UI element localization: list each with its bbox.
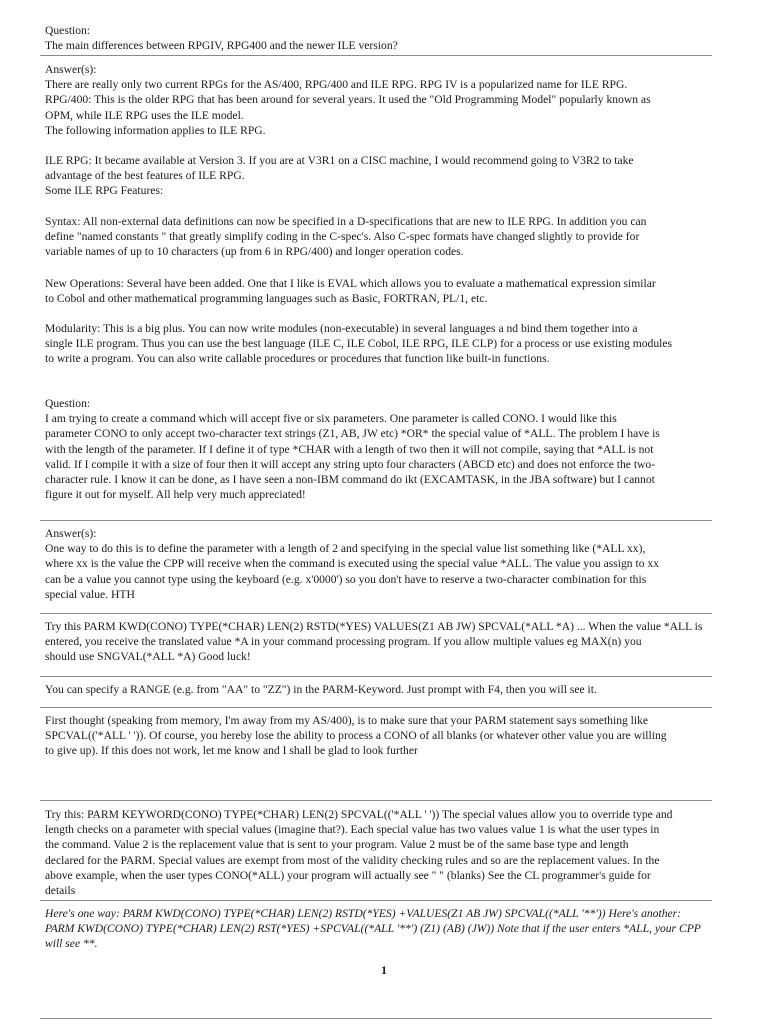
question-2 bbox=[45, 396, 717, 502]
answer-text: to write a program. You can also write callable procedures or procedures that function like built-in functions. bbox=[45, 352, 550, 366]
answer-text: Syntax: All non-external data definitions can now be specified in a D-specifications that are new to ILE RPG. In addition you can bbox=[45, 215, 647, 228]
answer-text: to Cobol and other mathematical programming languages such as Basic, FORTRAN, PL/1, etc. bbox=[45, 292, 488, 306]
answer-2 bbox=[45, 526, 717, 602]
reply-text: First thought (speaking from memory, I'm away from my AS/400), is to make sure that your PARM statement says something like bbox=[45, 714, 649, 727]
question-label: Question: bbox=[45, 24, 91, 37]
answer-text: The following information applies to ILE RPG. bbox=[45, 123, 266, 137]
reply-text: Here's one way: PARM KWD(CONO) TYPE(*CHAR) LEN(2) RSTD(*YES) +VALUES(Z1 AB JW) SPCVAL((*ALL '**')) Here's another: bbox=[45, 907, 682, 920]
question-text: parameter CONO to only accept two-character text strings (Z1, AB, JW etc) *OR* the special value of *ALL. The problem I have is bbox=[45, 427, 660, 441]
reply-text: Try this: PARM KEYWORD(CONO) TYPE(*CHAR) LEN(2) SPCVAL(('*ALL ' ')) The special values allow you to override type and bbox=[45, 808, 673, 821]
divider bbox=[40, 800, 712, 801]
answer-1 bbox=[45, 62, 717, 138]
answer-text: New Operations: Several have been added. One that I like is EVAL which allows you to evaluate a mathematical expression similar bbox=[45, 277, 656, 290]
page-number: 1 bbox=[381, 963, 387, 977]
reply-text: the command. Value 2 is the replacement value that is sent to your program. Value 2 must be of the same base type and length bbox=[45, 838, 629, 852]
divider bbox=[40, 900, 712, 901]
answer-label: Answer(s): bbox=[45, 63, 97, 76]
answer-text: Modularity: This is a big plus. You can now write modules (non-executable) in several languages a nd bind them together into a bbox=[45, 322, 638, 335]
question-text: The main differences between RPGIV, RPG400 and the newer ILE version? bbox=[45, 39, 398, 53]
answer-1-paragraph-2 bbox=[45, 153, 717, 199]
answer-1-paragraph-3 bbox=[45, 214, 717, 260]
answer-text: where xx is the value the CPP will receive when the command is executed using the special value *ALL. The value you assign to xx bbox=[45, 557, 659, 571]
answer-text: special value. HTH bbox=[45, 587, 135, 601]
answer-text: RPG/400: This is the older RPG that has been around for several years. It used the "Old Programming Model" popularly known as bbox=[45, 93, 651, 107]
footer-divider bbox=[40, 1018, 712, 1019]
reply-text: You can specify a RANGE (e.g. from "AA" to "ZZ") in the PARM-Keyword. Just prompt with F4, then you will see it. bbox=[45, 683, 597, 696]
answer-text: variable names of up to 10 characters (up from 6 in RPG/400) and longer operation codes. bbox=[45, 245, 464, 259]
divider bbox=[40, 613, 712, 614]
reply-text: PARM KWD(CONO) TYPE(*CHAR) LEN(2) RST(*YES) +SPCVAL((*ALL '**') (Z1) (AB) (JW)) Note that if the user enters *ALL, your CPP bbox=[45, 922, 701, 936]
answer-text: can be a value you cannot type using the keyboard (e.g. x'0000') so you don't have to reserve a two-character combination for this bbox=[45, 572, 647, 586]
reply-4 bbox=[45, 807, 717, 898]
reply-3 bbox=[45, 713, 717, 759]
answer-text: advantage of the best features of ILE RPG. bbox=[45, 169, 245, 183]
reply-text: should use SNGVAL(*ALL *A) Good luck! bbox=[45, 650, 251, 664]
question-text: valid. If I compile it with a size of four then it will accept any string upto four characters (ABCD etc) and does not enforce the two- bbox=[45, 457, 656, 471]
reply-text: to give up). If this does not work, let me know and I shall be glad to look further bbox=[45, 744, 418, 758]
question-1 bbox=[45, 23, 717, 53]
reply-2 bbox=[45, 682, 717, 697]
reply-5 bbox=[45, 906, 717, 952]
reply-text: will see **. bbox=[45, 937, 98, 951]
answer-text: One way to do this is to define the parameter with a length of 2 and specifying in the special value list something like (*ALL xx), bbox=[45, 542, 646, 556]
reply-text: details bbox=[45, 884, 76, 898]
question-text: with the length of the parameter. If I define it of type *CHAR with a length of two then it will not compile, saying that *ALL is not bbox=[45, 442, 654, 456]
divider bbox=[40, 707, 712, 708]
reply-text: above example, when the user types CONO(*ALL) your program will actually see " " (blanks) See the CL programmer's guide for bbox=[45, 868, 651, 882]
question-text: I am trying to create a command which will accept five or six parameters. One parameter is called CONO. I would like this bbox=[45, 412, 617, 426]
answer-1-paragraph-4 bbox=[45, 276, 717, 306]
reply-text: Try this PARM KWD(CONO) TYPE(*CHAR) LEN(2) RSTD(*YES) VALUES(Z1 AB JW) SPCVAL(*ALL *A) ... When the value *ALL is bbox=[45, 620, 703, 633]
answer-label: Answer(s): bbox=[45, 527, 97, 540]
answer-text: OPM, while ILE RPG uses the ILE model. bbox=[45, 108, 244, 122]
reply-1 bbox=[45, 619, 717, 665]
question-text: character rule. I know it can be done, as I have seen a non-IBM command do ikt (EXCAMTASK, in the JBA software) but I cannot bbox=[45, 473, 655, 487]
answer-text: Some ILE RPG Features: bbox=[45, 184, 164, 198]
question-text: figure it out for myself. All help very much appreciated! bbox=[45, 488, 306, 502]
divider bbox=[40, 520, 712, 521]
answer-text: There are really only two current RPGs for the AS/400, RPG/400 and ILE RPG. RPG IV is a popularized name for ILE RPG. bbox=[45, 78, 628, 92]
reply-text: entered, you receive the translated value *A in your command processing program. If you allow multiple values eg MAX(n) you bbox=[45, 635, 642, 649]
reply-text: SPCVAL(('*ALL ' ')). Of course, you hereby lose the ability to process a CONO of all blanks (or whatever other value you are willing bbox=[45, 729, 667, 743]
answer-text: single ILE program. Thus you can use the best language (ILE C, ILE Cobol, ILE RPG, ILE CLP) for a process or use existing modules bbox=[45, 337, 673, 351]
divider bbox=[40, 676, 712, 677]
question-label: Question: bbox=[45, 397, 91, 410]
answer-1-paragraph-5 bbox=[45, 321, 717, 367]
divider bbox=[40, 55, 712, 56]
answer-text: define "named constants " that greatly simplify coding in the C-spec's. Also C-spec formats have changed slightly to provide for bbox=[45, 230, 640, 244]
answer-text: ILE RPG: It became available at Version 3. If you are at V3R1 on a CISC machine, I would recommend going to V3R2 to take bbox=[45, 154, 634, 167]
reply-text: length checks on a parameter with special values (imagine that?). Each special value has two values value 1 is what the user types in bbox=[45, 823, 660, 837]
reply-text: declared for the PARM. Special values are exempt from most of the validity checking rules and so are the replacement values. In the bbox=[45, 853, 660, 867]
